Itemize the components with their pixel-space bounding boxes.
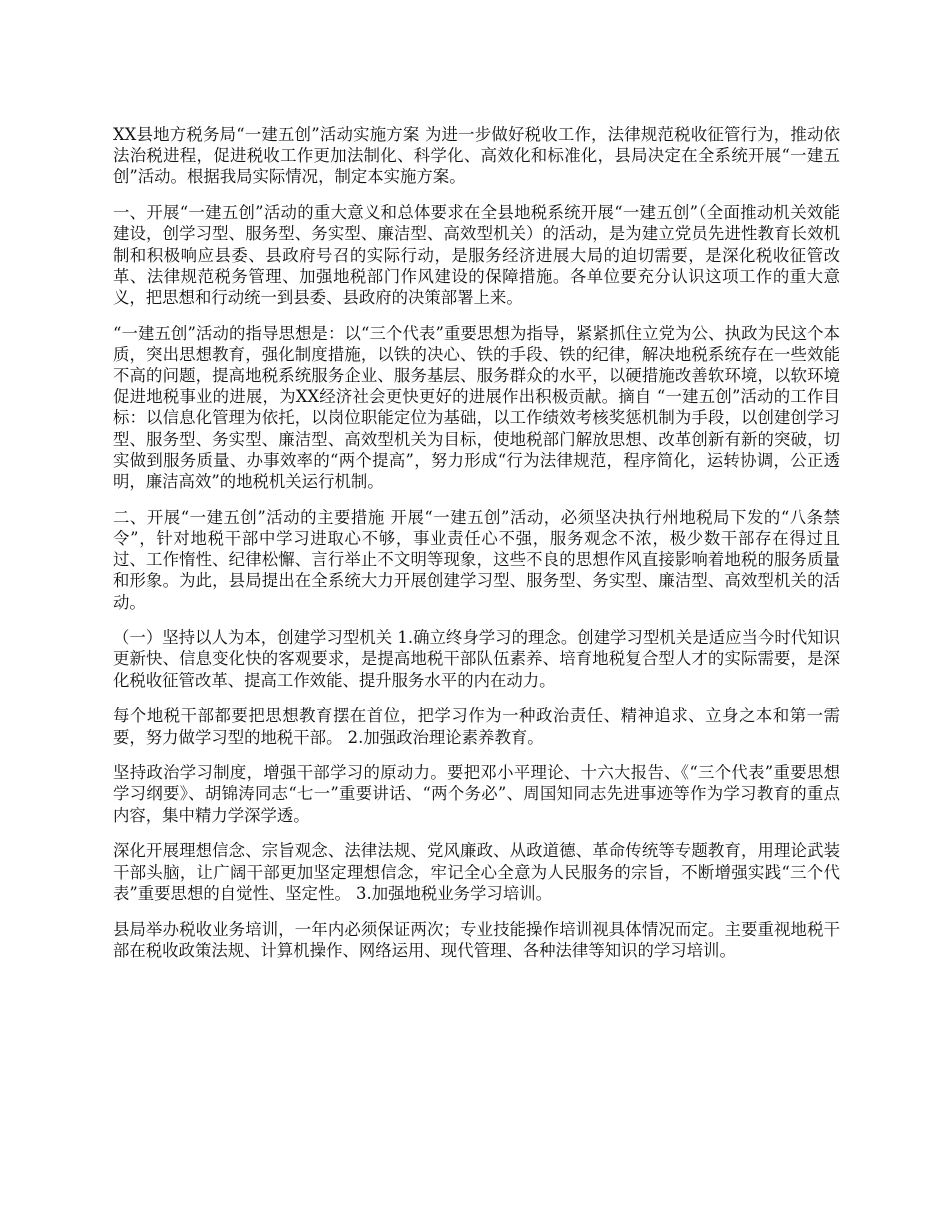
paragraph-ideological-education: 每个地税干部都要把思想教育摆在首位，把学习作为一种政治责任、精神追求、立身之本和第一需要，努力做学习型的地税干部。 2.加强政治理论素养教育。 bbox=[113, 706, 840, 747]
paragraph-business-training: 县局举办税收业务培训，一年内必须保证两次；专业技能操作培训视具体情况而定。主要重视地税干部在税收政策法规、计算机操作、网络运用、现代管理、各种法律等知识的学习培训。 bbox=[113, 919, 840, 960]
paragraph-section-one: 一、开展“一建五创”活动的重大意义和总体要求在全县地税系统开展“一建五创”（全面推动机关效能建设，创学习型、服务型、务实型、廉洁型、高效型机关）的活动，是为建立党员先进性教育长效机制和积极响应县委、县政府号召的实际行动，是服务经济进展大局的迫切需要，是深化税收征管改革、法律规范税务管理、加强地税部门作风建设的保障措施。各单位要充分认识这项工作的重大意义，把思想和行动统一到县委、县政府的决策部署上来。 bbox=[113, 203, 840, 307]
paragraph-section-two: 二、开展“一建五创”活动的主要措施 开展“一建五创”活动，必须坚决执行州地税局下发的“八条禁令”，针对地税干部中学习进取心不够，事业责任心不强，服务观念不浓，极少数干部存在得过且过、工作惰性、纪律松懈、言行举止不文明等现象，这些不良的思想作风直接影响着地税的服务质量和形象。为此，县局提出在全系统大力开展创建学习型、服务型、务实型、廉洁型、高效型机关的活动。 bbox=[113, 507, 840, 612]
paragraph-political-study: 坚持政治学习制度，增强干部学习的原动力。要把邓小平理论、十六大报告、《“三个代表”重要思想学习纲要》、胡锦涛同志“七一”重要讲话、“两个务必”、周国知同志先进事迹等作为学习教育的重点内容，集中精力学深学透。 bbox=[113, 763, 840, 825]
paragraph-learning-organization: （一）坚持以人为本，创建学习型机关 1.确立终身学习的理念。创建学习型机关是适应当今时代知识更新快、信息变化快的客观要求，是提高地税干部队伍素养、培育地税复合型人才的实际需要，是深化税收征管改革、提高工作效能、提升服务水平的内在动力。 bbox=[113, 628, 840, 690]
paragraph-thematic-education: 深化开展理想信念、宗旨观念、法律法规、党风廉政、从政道德、革命传统等专题教育，用理论武装干部头脑，让广阔干部更加坚定理想信念，牢记全心全意为人民服务的宗旨，不断增强实践“三个代表”重要思想的自觉性、坚定性。 3.加强地税业务学习培训。 bbox=[113, 841, 840, 903]
document-body bbox=[113, 124, 840, 975]
paragraph-title-intro: XX县地方税务局“一建五创”活动实施方案 为进一步做好税收工作，法律规范税收征管行为，推动依法治税进程，促进税收工作更加法制化、科学化、高效化和标准化，县局决定在全系统开展“一建五创”活动。根据我局实际情况，制定本实施方案。 bbox=[113, 125, 840, 187]
paragraph-guiding-thought: “一建五创”活动的指导思想是：以“三个代表”重要思想为指导，紧紧抓住立党为公、执政为民这个本质，突出思想教育，强化制度措施，以铁的决心、铁的手段、铁的纪律，解决地税系统存在一些效能不高的问题，提高地税系统服务企业、服务基层、服务群众的水平，以硬措施改善软环境，以软环境促进地税事业的进展，为XX经济社会更快更好的进展作出积极贡献。摘自 “一建五创”活动的工作目标：以信息化管理为依托，以岗位职能定位为基础，以工作绩效考核奖惩机制为手段，以创建创学习型、服务型、务实型、廉洁型、高效型机关为目标，使地税部门解放思想、改革创新有新的突破，切实做到服务质量、办事效率的“两个提高”，努力形成“行为法律规范，程序简化，运转协调，公正透明，廉洁高效”的地税机关运行机制。 bbox=[113, 323, 840, 492]
